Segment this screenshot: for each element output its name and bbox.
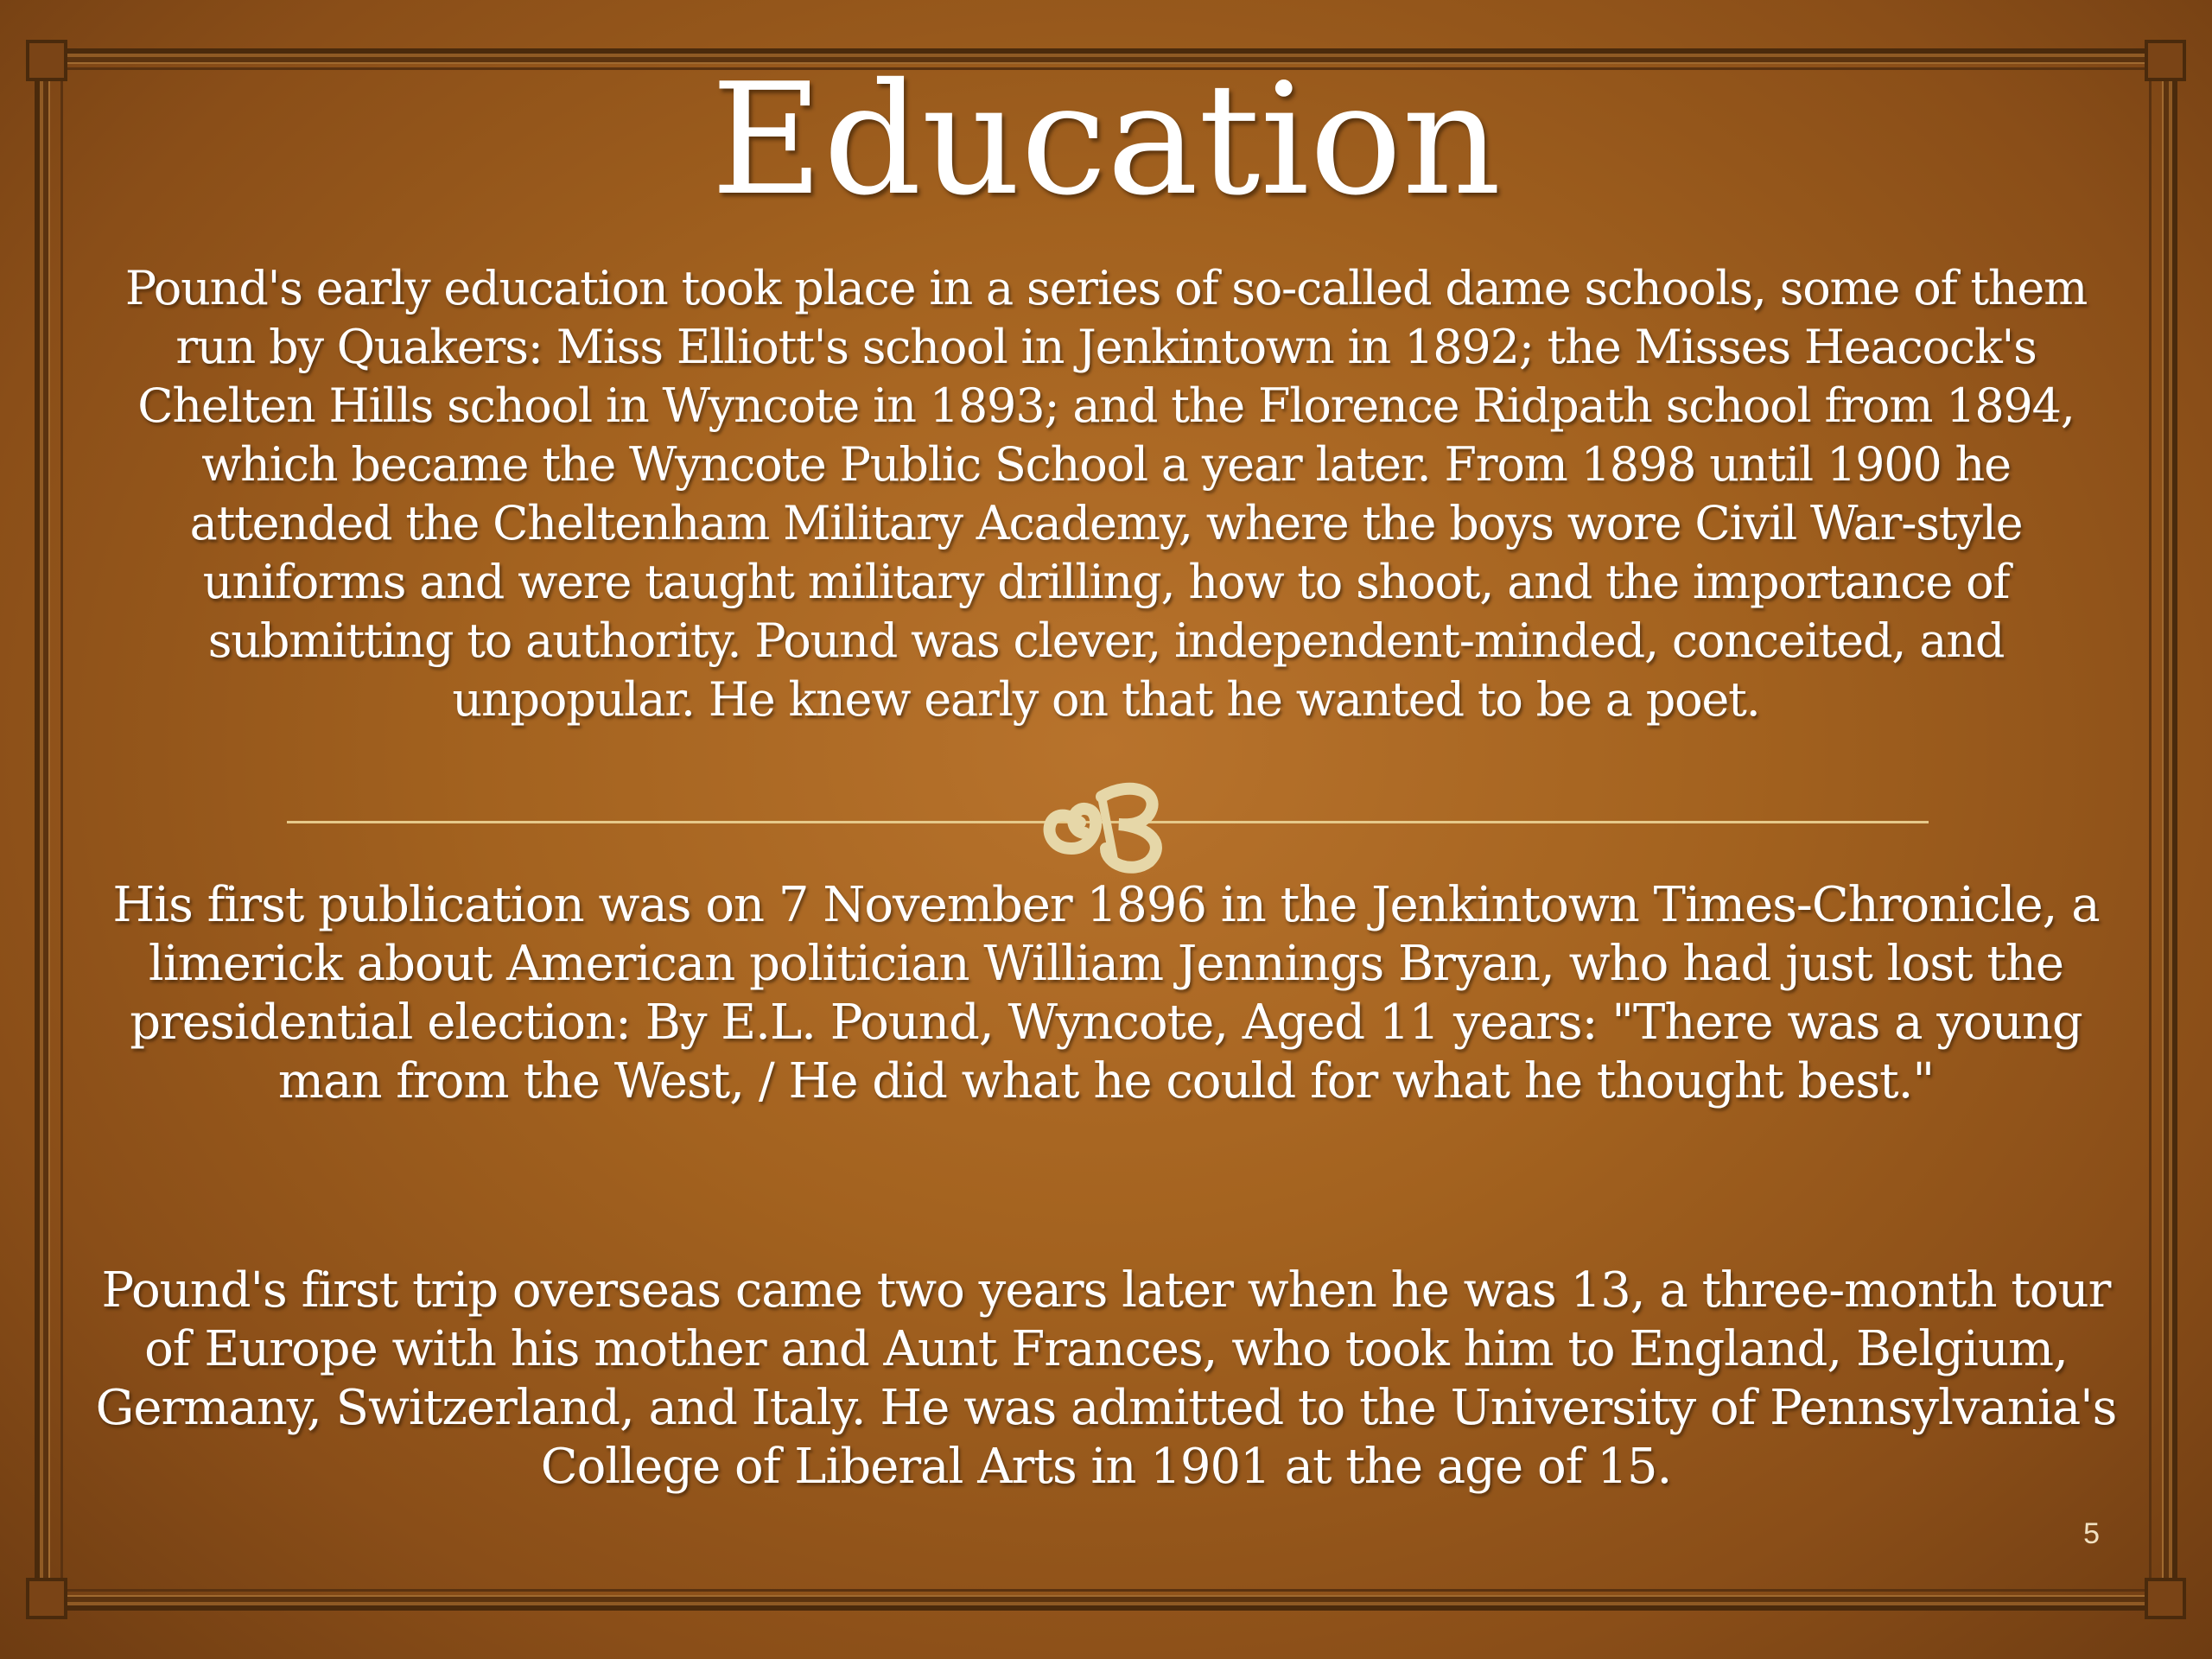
- frame-corner-ornament: [2145, 1578, 2186, 1619]
- page-number: 5: [2083, 1517, 2100, 1550]
- paragraph-first-trip-overseas: Pound's first trip overseas came two years later when he was 13, a three-month tour of Europe with his mother and Aunt Frances, who took him to England, Belgium, Germany, Switzerland, and Italy. He was admitted to the University of Pennsylvania's College of Liberal Arts in 1901 at the age of 15.: [95, 1262, 2117, 1495]
- flourish-ornament-icon: [1020, 762, 1192, 883]
- frame-corner-ornament: [26, 1578, 67, 1619]
- paragraph-early-education: Pound's early education took place in a series of so-called dame schools, some of them run by Quakers: Miss Elliott's school in Jenkintown in 1892; the Misses Heacock's Chelten Hills school in Wyncote in 1893; and the Florence Ridpath school from 1894, which became the Wyncote Public School a year later. From 1898 until 1900 he attended the Cheltenham Military Academy, where the boys wore Civil War-style uniforms and were taught military drilling, how to shoot, and the importance of submitting to authority. Pound was clever, independent-minded, conceited, and unpopular. He knew early on that he wanted to be a poet.: [124, 261, 2088, 727]
- slide-title: Education: [710, 50, 1502, 229]
- paragraph-first-publication: His first publication was on 7 November 1896 in the Jenkintown Times-Chronicle, a limerick about American politician William Jennings Bryan, who had just lost the presidential election: By E.L. Pound, Wyncote, Aged 11 years: "There was a young man from the West, / He did what he could for what he thought best.": [112, 877, 2100, 1109]
